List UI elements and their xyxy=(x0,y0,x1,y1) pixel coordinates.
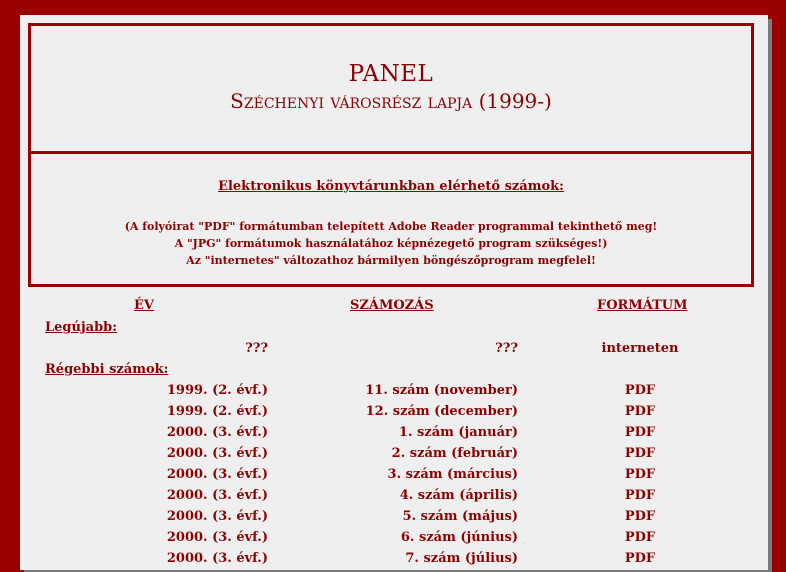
older-label: Régebbi számok: xyxy=(45,362,169,377)
row-format-link[interactable]: PDF xyxy=(624,425,656,440)
row-number: 3. szám (március) xyxy=(387,467,518,482)
table-row xyxy=(20,509,768,530)
column-header-year: ÉV xyxy=(134,298,154,313)
row-format-link[interactable]: PDF xyxy=(624,383,656,398)
row-year: ??? xyxy=(245,341,268,356)
table-row xyxy=(20,530,768,551)
row-year: 2000. (3. évf.) xyxy=(166,446,268,461)
row-year: 2000. (3. évf.) xyxy=(166,467,268,482)
table-row xyxy=(20,404,768,425)
row-year: 2000. (3. évf.) xyxy=(166,488,268,503)
row-number: ??? xyxy=(495,341,518,356)
row-format-link[interactable]: PDF xyxy=(624,467,656,482)
latest-label: Legújabb: xyxy=(45,320,118,335)
row-number: 1. szám (január) xyxy=(398,425,518,440)
row-number: 12. szám (december) xyxy=(365,404,518,419)
notice-line: (A folyóirat "PDF" formátumban telepített Adobe Reader programmal tekinthető meg! xyxy=(124,220,658,233)
row-format-link[interactable]: PDF xyxy=(624,530,656,545)
row-year: 2000. (3. évf.) xyxy=(166,551,268,566)
notice-line: Az "internetes" változathoz bármilyen böngészőprogram megfelel! xyxy=(186,254,596,267)
row-format-link[interactable]: PDF xyxy=(624,404,656,419)
notice-line: A "JPG" formátumok használatához képnézegető program szükséges!) xyxy=(174,237,608,250)
row-number: 2. szám (február) xyxy=(391,446,518,461)
row-year: 1999. (2. évf.) xyxy=(166,404,268,419)
table-row-latest xyxy=(20,341,768,362)
notice-heading: Elektronikus könyvtárunkban elérhető számok: xyxy=(218,179,564,194)
row-number: 4. szám (április) xyxy=(399,488,518,503)
page-frame xyxy=(20,15,768,570)
row-number: 6. szám (június) xyxy=(400,530,518,545)
row-number: 7. szám (július) xyxy=(405,551,518,566)
table-row xyxy=(20,488,768,509)
row-format-link[interactable]: interneten xyxy=(601,341,679,356)
table-row xyxy=(20,467,768,488)
notice-box xyxy=(28,151,754,287)
row-format-link[interactable]: PDF xyxy=(624,509,656,524)
row-format-link[interactable]: PDF xyxy=(624,446,656,461)
row-year: 2000. (3. évf.) xyxy=(166,530,268,545)
notice-text xyxy=(31,218,751,269)
row-year: 2000. (3. évf.) xyxy=(166,509,268,524)
row-format-link[interactable]: PDF xyxy=(624,551,656,566)
title-box xyxy=(28,23,754,155)
table-row xyxy=(20,383,768,404)
table-row xyxy=(20,446,768,467)
table-row xyxy=(20,425,768,446)
row-year: 1999. (2. évf.) xyxy=(166,383,268,398)
column-header-format: FORMÁTUM xyxy=(597,298,688,313)
row-format-link[interactable]: PDF xyxy=(624,488,656,503)
column-header-number: SZÁMOZÁS xyxy=(350,298,434,313)
table-row xyxy=(20,551,768,572)
row-number: 5. szám (május) xyxy=(402,509,518,524)
row-year: 2000. (3. évf.) xyxy=(166,425,268,440)
page-subtitle: Széchenyi városrész lapja (1999-) xyxy=(230,89,552,113)
row-number: 11. szám (november) xyxy=(365,383,518,398)
page-title: PANEL xyxy=(348,61,434,87)
